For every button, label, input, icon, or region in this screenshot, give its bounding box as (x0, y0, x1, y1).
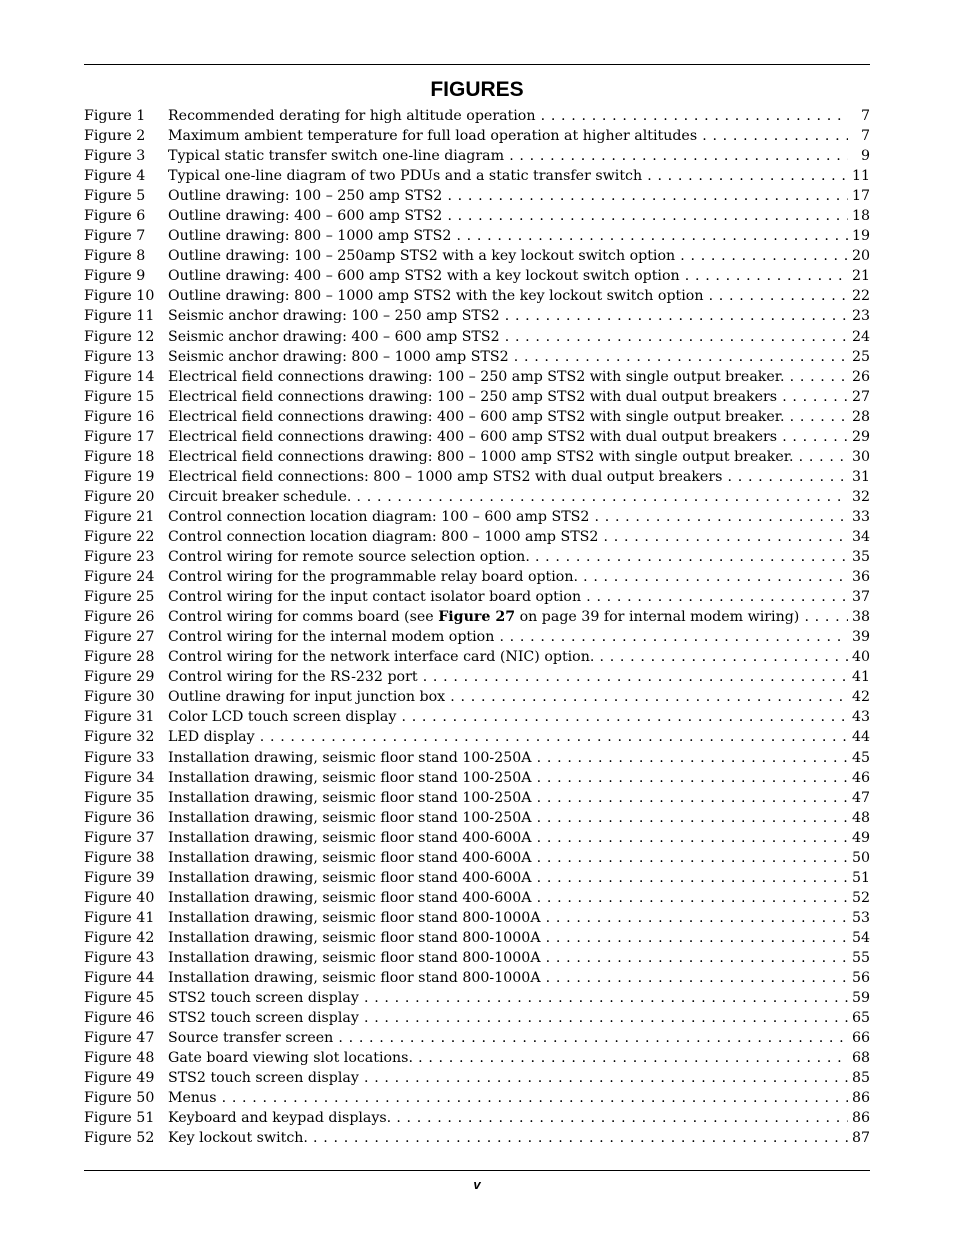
figure-page-number: 36 (848, 567, 870, 587)
figure-caption (168, 166, 848, 186)
figure-page-number: 47 (848, 788, 870, 808)
figure-caption (168, 828, 848, 848)
figure-entry[interactable] (84, 1028, 870, 1048)
figure-page-number: 7 (848, 126, 870, 146)
figure-page-number: 51 (848, 868, 870, 888)
figure-caption (168, 667, 848, 687)
figure-caption-text: Control wiring for the network interface card (NIC) option. (168, 649, 595, 666)
figure-number: Figure 15 (84, 388, 155, 405)
figure-page-number: 52 (848, 888, 870, 908)
figure-caption-text: Maximum ambient temperature for full load operation at higher altitudes (168, 128, 698, 145)
figure-number: Figure 25 (84, 589, 155, 606)
figure-page-number: 34 (848, 527, 870, 547)
figure-caption-text: Menus (168, 1090, 217, 1107)
figure-caption-text: on page 39 for internal modem wiring) (515, 609, 800, 626)
figure-number: Figure 44 (84, 970, 155, 987)
figure-caption-text: Electrical field connections: 800 – 1000 amp STS2 with dual output breakers (168, 468, 723, 485)
figure-entry[interactable] (84, 928, 870, 948)
figure-number: Figure 45 (84, 990, 155, 1007)
figure-entry[interactable] (84, 808, 870, 828)
top-rule (84, 64, 870, 65)
figure-number: Figure 24 (84, 569, 155, 586)
figure-caption-text: Installation drawing, seismic floor stand 400-600A (168, 849, 532, 866)
figure-number: Figure 5 (84, 188, 146, 205)
figure-number: Figure 48 (84, 1050, 155, 1067)
figure-entry[interactable] (84, 387, 870, 407)
figure-caption-text: Installation drawing, seismic floor stand 400-600A (168, 829, 532, 846)
figure-caption-text: Outline drawing: 400 – 600 amp STS2 with a key lockout switch option (168, 268, 680, 285)
figure-entry[interactable] (84, 146, 870, 166)
figure-caption (168, 928, 848, 948)
bottom-rule (84, 1170, 870, 1171)
figure-caption (168, 1108, 848, 1128)
figure-entry[interactable] (84, 727, 870, 747)
figure-page-number: 25 (848, 347, 870, 367)
figure-page-number: 44 (848, 727, 870, 747)
figure-page-number: 19 (848, 226, 870, 246)
figure-caption-text: Installation drawing, seismic floor stand 800-1000A (168, 909, 541, 926)
figure-caption (168, 1068, 848, 1088)
figure-entry[interactable] (84, 768, 870, 788)
figure-number: Figure 39 (84, 869, 155, 886)
figure-number: Figure 9 (84, 268, 146, 285)
figure-entry[interactable] (84, 106, 870, 126)
figure-caption (168, 327, 848, 347)
figure-page-number: 43 (848, 707, 870, 727)
figure-number: Figure 18 (84, 448, 155, 465)
figure-caption-text: Control connection location diagram: 100 – 600 amp STS2 (168, 508, 590, 525)
figure-entry[interactable] (84, 587, 870, 607)
figure-number: Figure 28 (84, 649, 155, 666)
figure-page-number: 27 (848, 387, 870, 407)
figure-caption-text: Control wiring for remote source selection option. (168, 549, 530, 566)
figure-number: Figure 52 (84, 1130, 155, 1147)
figure-number: Figure 42 (84, 929, 155, 946)
figure-entry[interactable] (84, 868, 870, 888)
figure-number: Figure 36 (84, 809, 155, 826)
figure-caption (168, 707, 848, 727)
figure-entry[interactable] (84, 427, 870, 447)
figure-number: Figure 43 (84, 949, 155, 966)
figure-entry[interactable] (84, 347, 870, 367)
figure-page-number: 7 (848, 106, 870, 126)
figure-entry[interactable] (84, 126, 870, 146)
figure-caption-text: Outline drawing: 100 – 250amp STS2 with a key lockout switch option (168, 248, 676, 265)
figure-caption (168, 948, 848, 968)
figure-entry[interactable] (84, 407, 870, 427)
figure-entry[interactable] (84, 467, 870, 487)
figure-entry[interactable] (84, 667, 870, 687)
figure-number: Figure 17 (84, 428, 155, 445)
figure-caption-text: Installation drawing, seismic floor stand 100-250A (168, 769, 532, 786)
figure-caption-text: Installation drawing, seismic floor stand 400-600A (168, 889, 532, 906)
figure-caption-text: Control wiring for the RS-232 port (168, 669, 418, 686)
figure-entry[interactable] (84, 547, 870, 567)
figure-caption (168, 407, 848, 427)
figure-caption-text: LED display (168, 729, 255, 746)
figure-caption (168, 427, 848, 447)
figure-entry[interactable] (84, 888, 870, 908)
figure-page-number: 37 (848, 587, 870, 607)
figure-entry[interactable] (84, 748, 870, 768)
figure-entry[interactable] (84, 206, 870, 226)
figure-caption (168, 527, 848, 547)
figure-number: Figure 50 (84, 1090, 155, 1107)
figure-entry[interactable] (84, 647, 870, 667)
figure-entry[interactable] (84, 1088, 870, 1108)
figure-page-number: 42 (848, 687, 870, 707)
figure-number: Figure 29 (84, 669, 155, 686)
page-number: v (473, 1177, 481, 1192)
figure-caption (168, 1008, 848, 1028)
figure-page-number: 38 (848, 607, 870, 627)
figure-number: Figure 32 (84, 729, 155, 746)
figure-number: Figure 12 (84, 328, 155, 345)
figure-caption-text: Typical one-line diagram of two PDUs and a static transfer switch (168, 168, 643, 185)
figure-number: Figure 51 (84, 1110, 155, 1127)
figure-caption (168, 226, 848, 246)
figure-entry[interactable] (84, 848, 870, 868)
figure-page-number: 24 (848, 327, 870, 347)
figure-page-number: 85 (848, 1068, 870, 1088)
figure-entry[interactable] (84, 948, 870, 968)
figure-caption-text: STS2 touch screen display (168, 1010, 359, 1027)
figure-caption-text: Circuit breaker schedule. (168, 488, 352, 505)
figure-number: Figure 26 (84, 609, 155, 626)
figure-caption-text: Color LCD touch screen display (168, 709, 397, 726)
figure-caption-text: Installation drawing, seismic floor stand 800-1000A (168, 929, 541, 946)
figure-caption-text: Outline drawing for input junction box (168, 689, 446, 706)
figure-entry[interactable] (84, 908, 870, 928)
figure-number: Figure 1 (84, 108, 146, 124)
figure-caption-text: Recommended derating for high altitude operation (168, 108, 536, 124)
figure-number: Figure 38 (84, 849, 155, 866)
figure-caption (168, 347, 848, 367)
figure-caption (168, 788, 848, 808)
figure-caption-text: Control connection location diagram: 800 – 1000 amp STS2 (168, 528, 599, 545)
figure-page-number: 54 (848, 928, 870, 948)
figure-page-number: 53 (848, 908, 870, 928)
figure-caption (168, 748, 848, 768)
figure-caption-text: Installation drawing, seismic floor stand 100-250A (168, 749, 532, 766)
figure-page-number: 50 (848, 848, 870, 868)
figure-number: Figure 33 (84, 749, 155, 766)
figure-caption-text: STS2 touch screen display (168, 990, 359, 1007)
figure-page-number: 35 (848, 547, 870, 567)
figure-number: Figure 19 (84, 468, 155, 485)
figure-entry[interactable] (84, 707, 870, 727)
figure-caption (168, 888, 848, 908)
figure-caption (168, 768, 848, 788)
figure-number: Figure 40 (84, 889, 155, 906)
figure-caption-text: Control wiring for comms board (see (168, 609, 439, 626)
figure-page-number: 41 (848, 667, 870, 687)
figure-caption (168, 286, 848, 306)
figure-caption-text: Typical static transfer switch one-line diagram (168, 148, 505, 165)
figure-entry[interactable] (84, 1048, 870, 1068)
figure-caption-text: Electrical field connections drawing: 100 – 250 amp STS2 with single output breaker. (168, 368, 785, 385)
figure-caption (168, 607, 848, 627)
figure-caption (168, 848, 848, 868)
figure-caption-text: Installation drawing, seismic floor stand 800-1000A (168, 970, 541, 987)
figure-number: Figure 20 (84, 488, 155, 505)
figure-page-number: 56 (848, 968, 870, 988)
figure-caption-text: Keyboard and keypad displays. (168, 1110, 392, 1127)
figure-caption (168, 587, 848, 607)
figure-page-number: 22 (848, 286, 870, 306)
figure-number: Figure 47 (84, 1030, 155, 1047)
figure-entry[interactable] (84, 1068, 870, 1088)
figure-number: Figure 41 (84, 909, 155, 926)
figure-caption (168, 1128, 848, 1148)
figure-page-number: 49 (848, 828, 870, 848)
figure-caption-text: Installation drawing, seismic floor stand 800-1000A (168, 949, 541, 966)
figure-page-number: 23 (848, 306, 870, 326)
figure-caption (168, 808, 848, 828)
figure-number: Figure 35 (84, 789, 155, 806)
figure-caption (168, 988, 848, 1008)
figure-entry[interactable] (84, 507, 870, 527)
figure-page-number: 28 (848, 407, 870, 427)
figure-number: Figure 4 (84, 168, 146, 185)
figure-caption-text: Seismic anchor drawing: 400 – 600 amp STS2 (168, 328, 500, 345)
figure-caption (168, 106, 848, 126)
figure-caption-text: Electrical field connections drawing: 400 – 600 amp STS2 with dual output breakers (168, 428, 778, 445)
figure-caption-text: Control wiring for the programmable relay board option. (168, 569, 578, 586)
figure-caption-text: Installation drawing, seismic floor stand 100-250A (168, 809, 532, 826)
figure-caption (168, 146, 848, 166)
figure-entry[interactable] (84, 367, 870, 387)
figure-caption-text: Electrical field connections drawing: 100 – 250 amp STS2 with dual output breakers (168, 388, 778, 405)
figure-entry[interactable] (84, 186, 870, 206)
figure-page-number: 31 (848, 467, 870, 487)
figure-page-number: 66 (848, 1028, 870, 1048)
figure-caption (168, 687, 848, 707)
figure-page-number: 20 (848, 246, 870, 266)
figure-page-number: 86 (848, 1088, 870, 1108)
figure-number: Figure 34 (84, 769, 155, 786)
figure-page-number: 68 (848, 1048, 870, 1068)
figure-page-number: 39 (848, 627, 870, 647)
figure-caption (168, 647, 848, 667)
figure-caption (168, 467, 848, 487)
figure-entry[interactable] (84, 306, 870, 326)
figure-entry[interactable] (84, 1108, 870, 1128)
figure-number: Figure 37 (84, 829, 155, 846)
figure-number: Figure 49 (84, 1070, 155, 1087)
figure-caption (168, 306, 848, 326)
figure-caption (168, 126, 848, 146)
figure-number: Figure 2 (84, 128, 146, 145)
figure-page-number: 59 (848, 988, 870, 1008)
figure-number: Figure 7 (84, 228, 146, 245)
figure-number: Figure 14 (84, 368, 155, 385)
figure-page-number: 9 (848, 146, 870, 166)
figure-number: Figure 31 (84, 709, 155, 726)
figure-caption-text: Control wiring for the input contact isolator board option (168, 589, 582, 606)
figure-caption (168, 206, 848, 226)
figure-entry[interactable] (84, 166, 870, 186)
figure-number: Figure 11 (84, 308, 155, 325)
figure-caption (168, 547, 848, 567)
figure-page-number: 46 (848, 768, 870, 788)
figure-entry[interactable] (84, 988, 870, 1008)
figure-entry[interactable] (84, 487, 870, 507)
figure-caption-reference[interactable]: Figure 27 (438, 609, 516, 626)
figure-page-number: 17 (848, 186, 870, 206)
figure-caption (168, 1088, 848, 1108)
figure-number: Figure 16 (84, 408, 155, 425)
figure-page-number: 32 (848, 487, 870, 507)
figure-caption-text: Control wiring for the internal modem option (168, 629, 495, 646)
figure-page-number: 45 (848, 748, 870, 768)
figure-caption-text: Gate board viewing slot locations. (168, 1050, 413, 1067)
figure-caption-text: Source transfer screen (168, 1030, 334, 1047)
figure-caption-text: Seismic anchor drawing: 800 – 1000 amp STS2 (168, 348, 509, 365)
figure-entry[interactable] (84, 968, 870, 988)
figure-list (84, 106, 870, 1148)
figure-caption (168, 266, 848, 286)
figure-entry[interactable] (84, 527, 870, 547)
figure-caption-text: Electrical field connections drawing: 800 – 1000 amp STS2 with single output breaker. (168, 448, 794, 465)
figure-number: Figure 6 (84, 208, 146, 225)
figure-caption (168, 908, 848, 928)
figure-caption (168, 487, 848, 507)
figure-number: Figure 23 (84, 549, 155, 566)
figure-caption-text: Outline drawing: 400 – 600 amp STS2 (168, 208, 443, 225)
figure-caption (168, 367, 848, 387)
figure-entry[interactable] (84, 447, 870, 467)
figure-caption-text: Electrical field connections drawing: 400 – 600 amp STS2 with single output breaker. (168, 408, 785, 425)
figure-entry[interactable] (84, 687, 870, 707)
figure-entry[interactable] (84, 607, 870, 627)
figure-caption (168, 567, 848, 587)
figure-caption (168, 387, 848, 407)
figure-number: Figure 21 (84, 508, 155, 525)
figure-caption (168, 246, 848, 266)
figure-entry[interactable] (84, 788, 870, 808)
figure-caption-text: Installation drawing, seismic floor stand 100-250A (168, 789, 532, 806)
figure-caption-text: Outline drawing: 800 – 1000 amp STS2 (168, 228, 452, 245)
figure-caption (168, 1048, 848, 1068)
figure-entry[interactable] (84, 567, 870, 587)
figure-number: Figure 22 (84, 528, 155, 545)
figure-number: Figure 13 (84, 348, 155, 365)
figure-entry[interactable] (84, 286, 870, 306)
figure-entry[interactable] (84, 226, 870, 246)
figure-entry[interactable] (84, 828, 870, 848)
figure-caption (168, 627, 848, 647)
figure-caption (168, 1028, 848, 1048)
figure-page-number: 29 (848, 427, 870, 447)
page-title: FIGURES (430, 78, 524, 101)
figure-caption (168, 727, 848, 747)
figure-page-number: 48 (848, 808, 870, 828)
figure-entry[interactable] (84, 1008, 870, 1028)
figure-caption-text: Outline drawing: 800 – 1000 amp STS2 with the key lockout switch option (168, 288, 704, 305)
figure-caption-text: Installation drawing, seismic floor stand 400-600A (168, 869, 532, 886)
figure-entry[interactable] (84, 327, 870, 347)
figure-page-number: 30 (848, 447, 870, 467)
figure-page-number: 11 (848, 166, 870, 186)
figure-caption-text: Key lockout switch. (168, 1130, 308, 1147)
figure-page-number: 21 (848, 266, 870, 286)
figure-page-number: 33 (848, 507, 870, 527)
figure-number: Figure 10 (84, 288, 155, 305)
figure-caption (168, 447, 848, 467)
figure-page-number: 55 (848, 948, 870, 968)
figure-caption (168, 507, 848, 527)
figure-page-number: 26 (848, 367, 870, 387)
figure-number: Figure 3 (84, 148, 146, 165)
figure-page-number: 65 (848, 1008, 870, 1028)
figure-page-number: 87 (848, 1128, 870, 1148)
figure-page-number: 40 (848, 647, 870, 667)
figure-caption-text: Outline drawing: 100 – 250 amp STS2 (168, 188, 443, 205)
figure-page-number: 86 (848, 1108, 870, 1128)
figure-page-number: 18 (848, 206, 870, 226)
figure-entry[interactable] (84, 246, 870, 266)
figure-caption-text: STS2 touch screen display (168, 1070, 359, 1087)
figure-number: Figure 8 (84, 248, 146, 265)
figure-number: Figure 30 (84, 689, 155, 706)
figure-number: Figure 46 (84, 1010, 155, 1027)
figure-entry[interactable] (84, 627, 870, 647)
figure-entry[interactable] (84, 1128, 870, 1148)
figure-entry[interactable] (84, 266, 870, 286)
figure-caption (168, 186, 848, 206)
figure-number: Figure 27 (84, 629, 155, 646)
figure-caption-text: Seismic anchor drawing: 100 – 250 amp STS2 (168, 308, 500, 325)
figure-caption (168, 868, 848, 888)
figure-caption (168, 968, 848, 988)
